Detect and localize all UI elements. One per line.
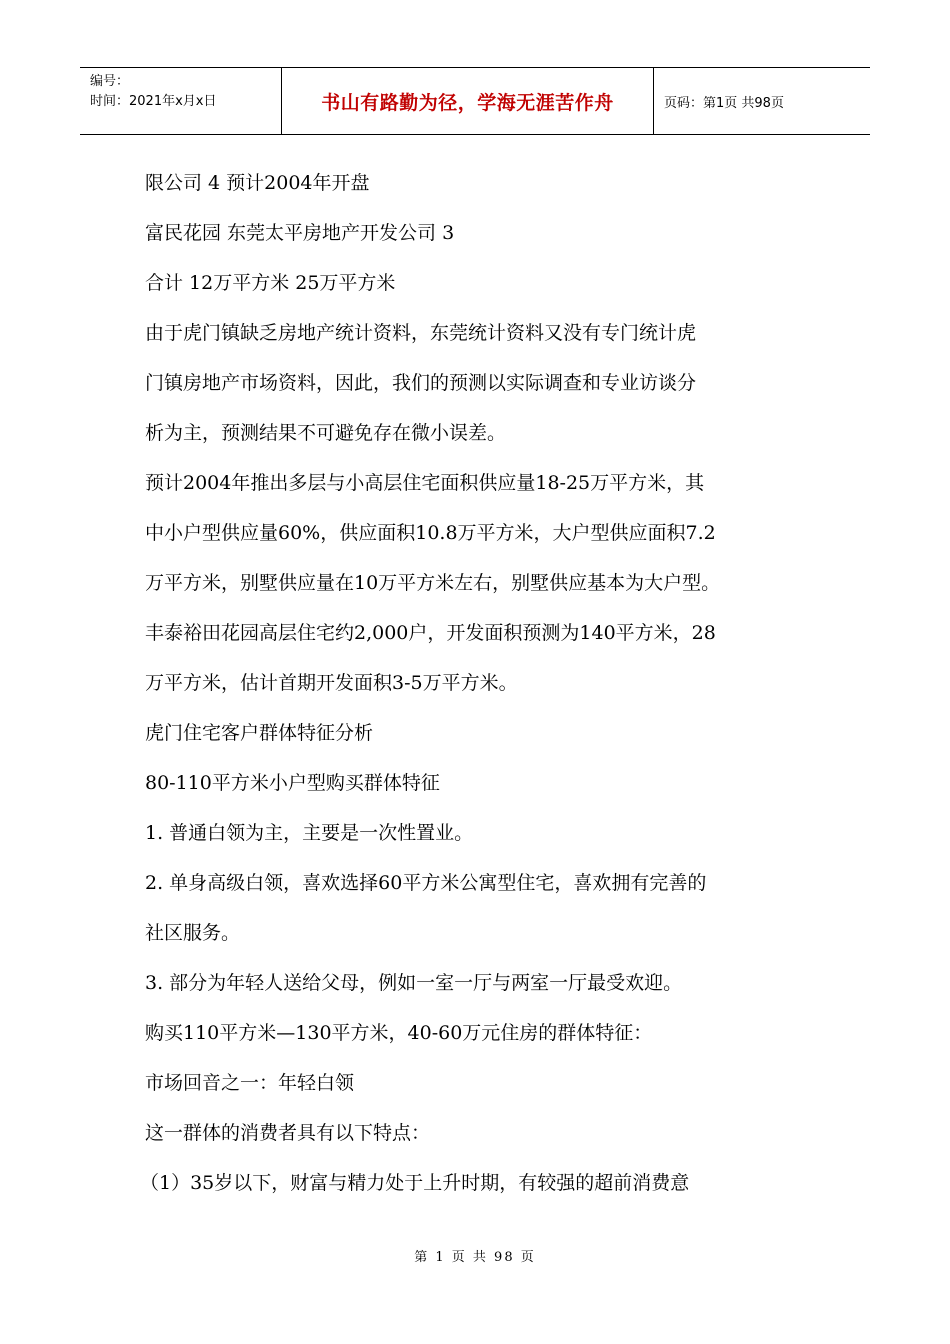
body-line: 预计2004年推出多层与小高层住宅面积供应量18-25万平方米，其 [145,472,705,494]
body-line: 中小户型供应量60%，供应面积10.8万平方米，大户型供应面积7.2 [145,522,716,544]
header-motto: 书山有路勤为径，学海无涯苦作舟 [282,68,654,134]
body-line: 由于虎门镇缺乏房地产统计资料，东莞统计资料又没有专门统计虎 [145,322,697,344]
list-item: 3. 部分为年轻人送给父母，例如一室一厅与两室一厅最受欢迎。 [145,972,683,994]
body-line: 富民花园 东莞太平房地产开发公司 3 [145,222,455,244]
list-item: （1）35岁以下，财富与精力处于上升时期，有较强的超前消费意 [140,1172,690,1194]
header-page-info: 页码：第1页 共98页 [664,95,784,111]
document-number: 编号： [90,74,130,89]
list-item: 2. 单身高级白领，喜欢选择60平方米公寓型住宅，喜欢拥有完善的 [145,872,707,894]
document-body [140,158,815,1208]
body-line: 限公司 4 预计2004年开盘 [145,172,370,194]
body-line: 丰泰裕田花园高层住宅约2,000户，开发面积预测为140平方米，28 [145,622,716,644]
body-line: 门镇房地产市场资料，因此，我们的预测以实际调查和专业访谈分 [145,372,697,394]
section-heading: 虎门住宅客户群体特征分析 [145,722,374,744]
body-line: 万平方米，估计首期开发面积3-5万平方米。 [145,672,518,694]
body-line: 合计 12万平方米 25万平方米 [145,272,396,294]
header-meta [80,68,282,134]
body-line: 社区服务。 [145,922,241,944]
list-item: 1. 普通白领为主，主要是一次性置业。 [145,822,474,844]
body-line: 析为主，预测结果不可避免存在微小误差。 [145,422,507,444]
page-footer: 第 1 页 共 98 页 [414,1250,536,1265]
body-line: 万平方米，别墅供应量在10万平方米左右，别墅供应基本为大户型。 [145,572,721,594]
body-line: 这一群体的消费者具有以下特点： [145,1122,431,1144]
section-heading: 购买110平方米—130平方米，40-60万元住房的群体特征： [145,1022,653,1044]
document-time: 时间：2021年x月x日 [90,94,217,109]
section-heading: 市场回音之一：年轻白领 [145,1072,355,1094]
page-header [80,67,870,135]
section-heading: 80-110平方米小户型购买群体特征 [145,772,440,794]
